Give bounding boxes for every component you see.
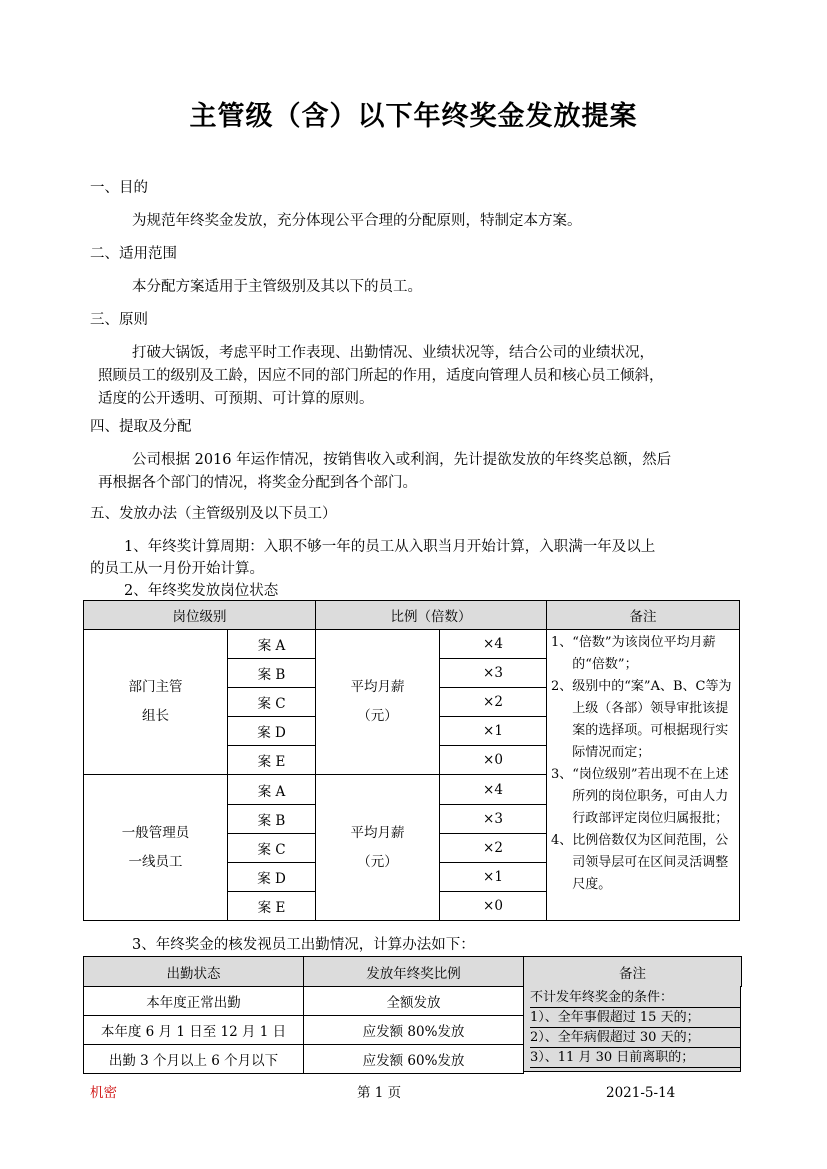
header-note: 备注	[547, 601, 740, 630]
note-text: “倍数”为该岗位平均月薪的“倍数”；	[572, 635, 716, 673]
note-item	[551, 632, 735, 676]
header-attendance-status: 出勤状态	[84, 957, 304, 987]
section-heading-purpose: 一、目的	[90, 180, 148, 196]
attendance-note-line: 2）、全年病假超过 30 天的；	[530, 1028, 740, 1048]
section-body-principle-line2: 照顾员工的级别及工龄，因应不同的部门所起的作用，适度向管理人员和核心员工倾斜，	[98, 368, 664, 384]
position-notes-cell	[547, 630, 740, 921]
note-item	[551, 830, 735, 896]
attendance-status-cell: 出勤 3 个月以上 6 个月以下	[84, 1045, 304, 1074]
case-cell: 案 C	[228, 833, 316, 862]
multiplier-cell: ×2	[440, 833, 547, 862]
bonus-ratio-cell: 应发额 80%发放	[304, 1016, 524, 1045]
case-cell: 案 D	[228, 717, 316, 746]
note-item	[551, 676, 735, 764]
note-number: 3、	[551, 767, 573, 783]
level-cell-group1	[84, 630, 228, 775]
multiplier-cell: ×1	[440, 862, 547, 891]
section-heading-scope: 二、适用范围	[90, 246, 177, 262]
multiplier-cell: ×0	[440, 891, 547, 920]
page-title: 主管级（含）以下年终奖金发放提案	[189, 101, 638, 132]
section-body-purpose: 为规范年终奖金发放，充分体现公平合理的分配原则，特制定本方案。	[132, 213, 582, 229]
method-item1-line1: 1、年终奖计算周期：入职不够一年的员工从入职当月开始计算，入职满一年及以上	[124, 539, 656, 555]
position-level-table	[83, 600, 740, 921]
section-heading-method: 五、发放办法（主管级别及以下员工）	[90, 506, 337, 522]
multiplier-cell: ×3	[440, 659, 547, 688]
section-heading-allocation: 四、提取及分配	[90, 419, 192, 435]
level-label: 一般管理员	[121, 824, 190, 841]
section-body-allocation-line1: 公司根据 2016 年运作情况，按销售收入或利润，先计提欲发放的年终奖总额，然后	[132, 452, 672, 468]
level-label: 组长	[142, 708, 169, 725]
case-cell: 案 B	[228, 659, 316, 688]
footer-date: 2021-5-14	[606, 1085, 676, 1101]
multiplier-cell: ×4	[440, 630, 547, 659]
footer-confidential: 机密	[90, 1085, 117, 1101]
case-cell: 案 A	[228, 775, 316, 804]
section-heading-principle: 三、原则	[90, 312, 148, 328]
note-number: 2、	[551, 679, 573, 695]
multiplier-cell: ×3	[440, 804, 547, 833]
case-cell: 案 E	[228, 746, 316, 775]
multiplier-cell: ×2	[440, 688, 547, 717]
multiplier-cell: ×0	[440, 746, 547, 775]
header-bonus-ratio: 发放年终奖比例	[304, 957, 524, 987]
base-label: （元）	[357, 708, 398, 725]
table-row	[84, 630, 740, 659]
attendance-notes-box	[523, 986, 741, 1072]
case-cell: 案 B	[228, 804, 316, 833]
note-number: 1、	[551, 635, 573, 651]
level-label: 部门主管	[128, 679, 183, 696]
section-body-scope: 本分配方案适用于主管级别及其以下的员工。	[132, 279, 422, 295]
method-item3: 3、年终奖金的核发视员工出勤情况，计算办法如下：	[132, 937, 475, 953]
section-body-principle-line3: 适度的公开透明、可预期、可计算的原则。	[98, 391, 374, 407]
base-label: 平均月薪	[350, 824, 405, 841]
case-cell: 案 E	[228, 891, 316, 920]
note-text: “岗位级别”若出现不在上述所列的岗位职务，可由人力行政部评定岗位归属报批；	[572, 767, 729, 827]
base-label: （元）	[357, 853, 398, 870]
section-body-allocation-line2: 再根据各个部门的情况，将奖金分配到各个部门。	[98, 475, 417, 491]
multiplier-cell: ×4	[440, 775, 547, 804]
level-label: 一线员工	[128, 853, 183, 870]
header-attendance-note: 备注	[524, 957, 742, 987]
attendance-status-cell: 本年度正常出勤	[84, 987, 304, 1016]
attendance-note-line: 1）、全年事假超过 15 天的；	[530, 1008, 740, 1028]
method-item2: 2、年终奖发放岗位状态	[124, 583, 279, 599]
note-text: 比例倍数仅为区间范围，公司领导层可在区间灵活调整尺度。	[572, 833, 729, 893]
bonus-ratio-cell: 应发额 60%发放	[304, 1045, 524, 1074]
multiplier-cell: ×1	[440, 717, 547, 746]
base-cell-group1	[316, 630, 440, 775]
note-number: 4、	[551, 833, 573, 849]
base-label: 平均月薪	[350, 679, 405, 696]
attendance-note-line: 3）、11 月 30 日前离职的；	[530, 1048, 740, 1068]
attendance-note-line: 不计发年终奖金的条件：	[530, 988, 740, 1008]
header-level: 岗位级别	[84, 601, 316, 630]
section-body-principle-line1: 打破大锅饭，考虑平时工作表现、出勤情况、业绩状况等，结合公司的业绩状况，	[132, 345, 654, 361]
case-cell: 案 D	[228, 862, 316, 891]
base-cell-group2	[316, 775, 440, 921]
case-cell: 案 C	[228, 688, 316, 717]
method-item1-line2: 的员工从一月份开始计算。	[90, 561, 264, 577]
header-ratio: 比例（倍数）	[316, 601, 547, 630]
note-item	[551, 764, 735, 830]
attendance-status-cell: 本年度 6 月 1 日至 12 月 1 日	[84, 1016, 304, 1045]
case-cell: 案 A	[228, 630, 316, 659]
level-cell-group2	[84, 775, 228, 921]
bonus-ratio-cell: 全额发放	[304, 987, 524, 1016]
note-text: 级别中的“案”A、B、C等为上级（各部）领导审批该提案的选择项。可根据现行实际情况而定；	[572, 679, 732, 761]
footer-page-number: 第 1 页	[357, 1085, 402, 1101]
